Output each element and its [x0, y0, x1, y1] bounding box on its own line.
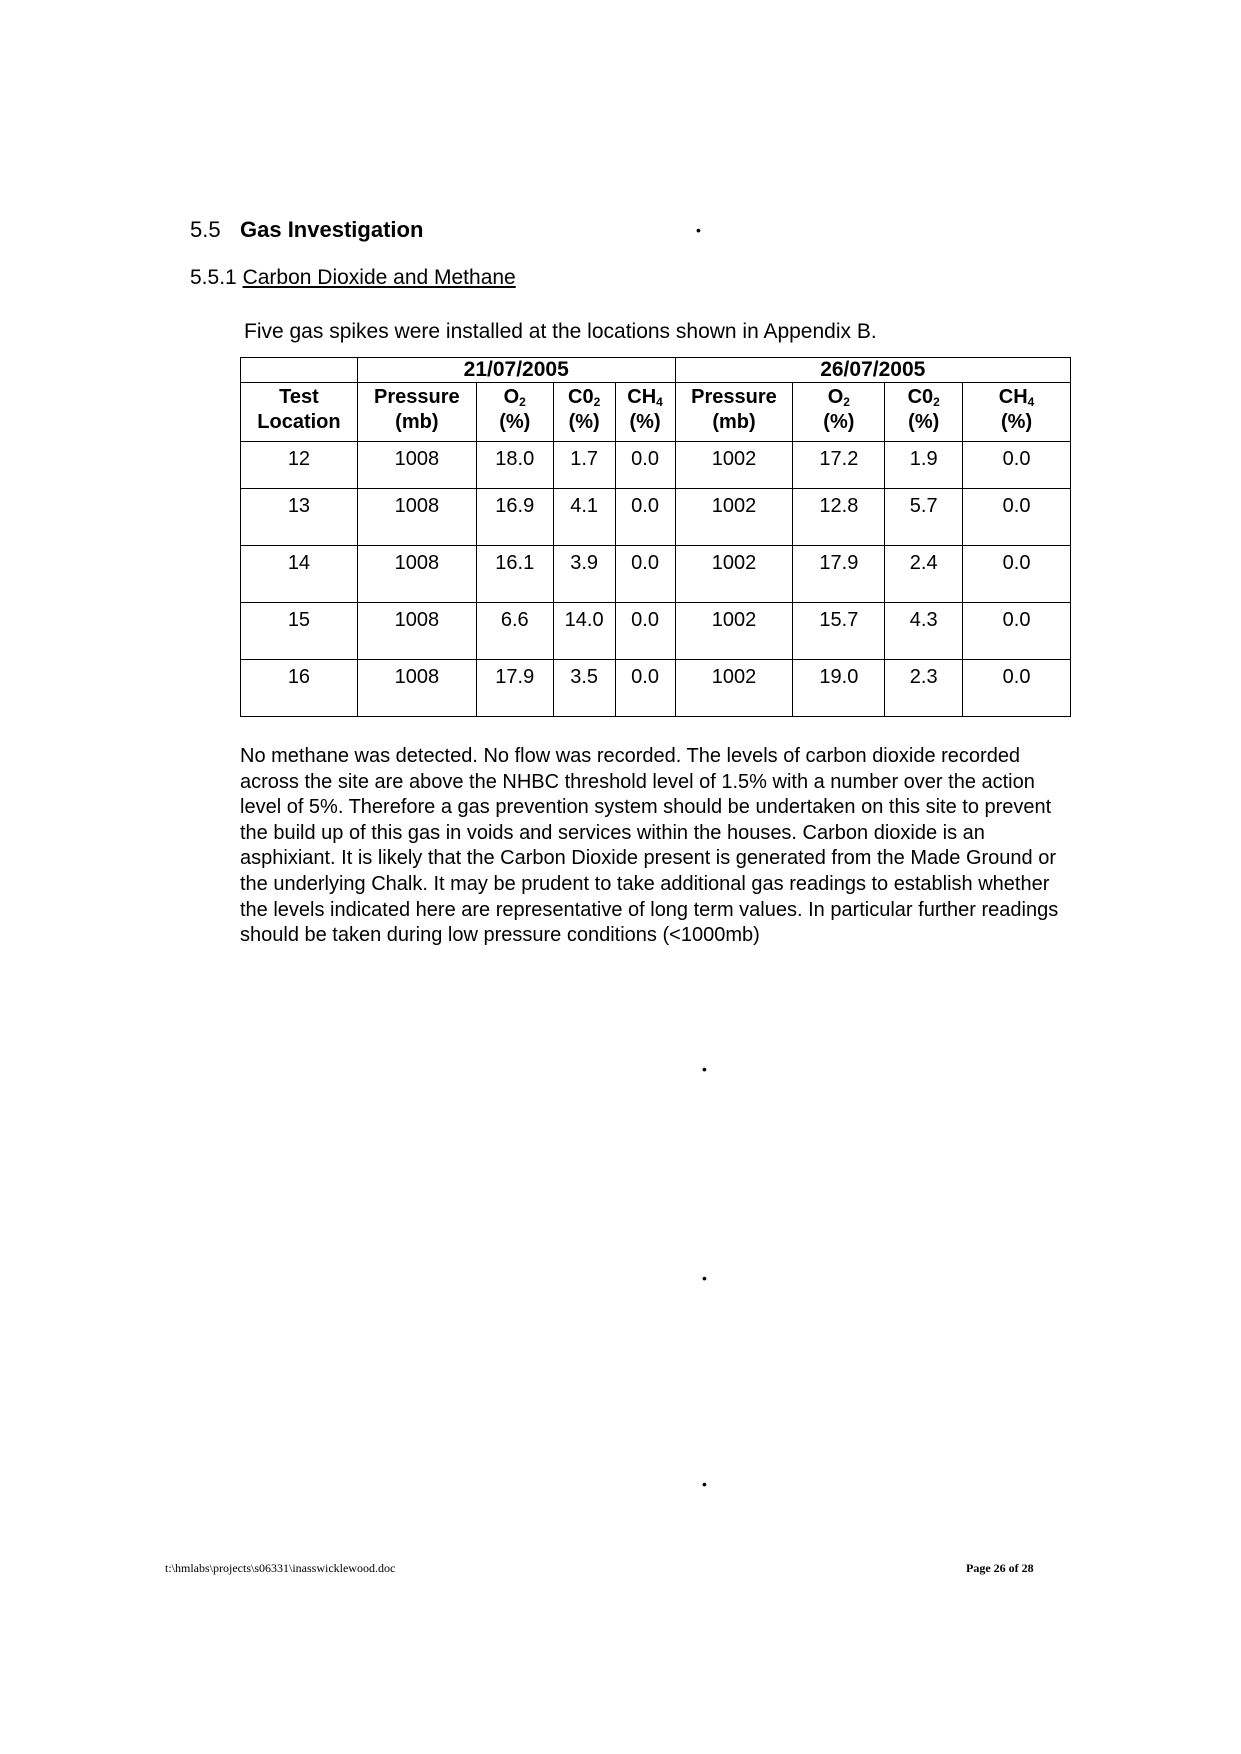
cell-co2-2: 1.9: [885, 442, 963, 489]
table-row: [241, 603, 1071, 660]
table-row: [241, 660, 1071, 717]
section-heading: [190, 217, 423, 243]
cell-co2-1: 14.0: [553, 603, 615, 660]
scan-speck: •: [696, 222, 701, 238]
cell-location: 16: [241, 660, 358, 717]
empty-corner-cell: [241, 358, 358, 383]
gas-readings-table: [240, 357, 1071, 717]
date-header-1: 21/07/2005: [357, 358, 675, 383]
cell-ch4-2: 0.0: [963, 603, 1071, 660]
cell-ch4-2: 0.0: [963, 660, 1071, 717]
section-number: 5.5: [190, 217, 221, 242]
cell-pressure-1: 1008: [357, 603, 476, 660]
cell-co2-1: 4.1: [553, 489, 615, 546]
footer-page-number: Page 26 of 28: [966, 1561, 1034, 1575]
cell-o2-1: 6.6: [476, 603, 553, 660]
cell-pressure-2: 1002: [675, 489, 793, 546]
cell-o2-1: 17.9: [476, 660, 553, 717]
cell-co2-2: 2.3: [885, 660, 963, 717]
table-row: [241, 489, 1071, 546]
cell-pressure-2: 1002: [675, 660, 793, 717]
cell-ch4-1: 0.0: [615, 603, 675, 660]
cell-co2-1: 1.7: [553, 442, 615, 489]
cell-pressure-2: 1002: [675, 603, 793, 660]
cell-o2-2: 17.2: [793, 442, 885, 489]
subsection-number: 5.5.1: [190, 266, 237, 289]
header-pressure-1: Pressure (mb): [357, 383, 476, 442]
cell-pressure-1: 1008: [357, 546, 476, 603]
scan-speck: •: [702, 1061, 707, 1077]
cell-pressure-2: 1002: [675, 546, 793, 603]
column-header-row: [241, 383, 1071, 442]
cell-pressure-1: 1008: [357, 489, 476, 546]
cell-o2-2: 12.8: [793, 489, 885, 546]
cell-o2-2: 15.7: [793, 603, 885, 660]
cell-location: 12: [241, 442, 358, 489]
cell-pressure-2: 1002: [675, 442, 793, 489]
cell-ch4-1: 0.0: [615, 660, 675, 717]
cell-o2-1: 16.9: [476, 489, 553, 546]
findings-paragraph: No methane was detected. No flow was recorded. The levels of carbon dioxide recorded across the site are above the NHBC threshold level of 1.5% with a number over the action level of 5%. Therefore a gas prevention system should be undertaken on this site to prevent the build up of this gas in voids and services within the houses. Carbon dioxide is an asphixiant. It is likely that the Carbon Dioxide present is generated from the Made Ground or the underlying Chalk. It may be prudent to take additional gas readings to establish whether the levels indicated here are representative of long term values. In particular further readings should be taken during low pressure conditions (<1000mb): [240, 745, 1059, 947]
cell-location: 13: [241, 489, 358, 546]
cell-ch4-2: 0.0: [963, 546, 1071, 603]
header-o2-1: $O_2$ (%): [476, 383, 553, 442]
scan-speck: •: [702, 1270, 707, 1286]
cell-location: 15: [241, 603, 358, 660]
header-ch4-1: $CH_4$ (%): [615, 383, 675, 442]
table-row: [241, 442, 1071, 489]
scan-speck: •: [702, 1476, 707, 1492]
cell-co2-2: 2.4: [885, 546, 963, 603]
header-o2-2: $O_2$ (%): [793, 383, 885, 442]
cell-pressure-1: 1008: [357, 442, 476, 489]
cell-pressure-1: 1008: [357, 660, 476, 717]
footer-file-path: t:\hmlabs\projects\s06331\inasswicklewood.doc: [165, 1561, 396, 1575]
header-test-location: Test Location: [241, 383, 358, 442]
header-ch4-2: $CH_4$ (%): [963, 383, 1071, 442]
date-header-2: 26/07/2005: [675, 358, 1070, 383]
cell-o2-2: 17.9: [793, 546, 885, 603]
cell-ch4-1: 0.0: [615, 546, 675, 603]
subsection-heading: [190, 266, 516, 290]
header-co2-2: $C0_2$ (%): [885, 383, 963, 442]
subsection-title: Carbon Dioxide and Methane: [242, 266, 516, 289]
header-pressure-2: Pressure (mb): [675, 383, 793, 442]
cell-ch4-2: 0.0: [963, 489, 1071, 546]
cell-co2-2: 4.3: [885, 603, 963, 660]
cell-o2-1: 18.0: [476, 442, 553, 489]
cell-co2-2: 5.7: [885, 489, 963, 546]
header-co2-1: $C0_2$ (%): [553, 383, 615, 442]
table-row: [241, 546, 1071, 603]
cell-o2-2: 19.0: [793, 660, 885, 717]
date-header-row: [241, 358, 1071, 383]
intro-text: Five gas spikes were installed at the locations shown in Appendix B.: [244, 320, 877, 343]
section-title: Gas Investigation: [240, 217, 424, 242]
cell-co2-1: 3.5: [553, 660, 615, 717]
cell-location: 14: [241, 546, 358, 603]
cell-ch4-1: 0.0: [615, 442, 675, 489]
cell-ch4-2: 0.0: [963, 442, 1071, 489]
cell-o2-1: 16.1: [476, 546, 553, 603]
cell-co2-1: 3.9: [553, 546, 615, 603]
cell-ch4-1: 0.0: [615, 489, 675, 546]
